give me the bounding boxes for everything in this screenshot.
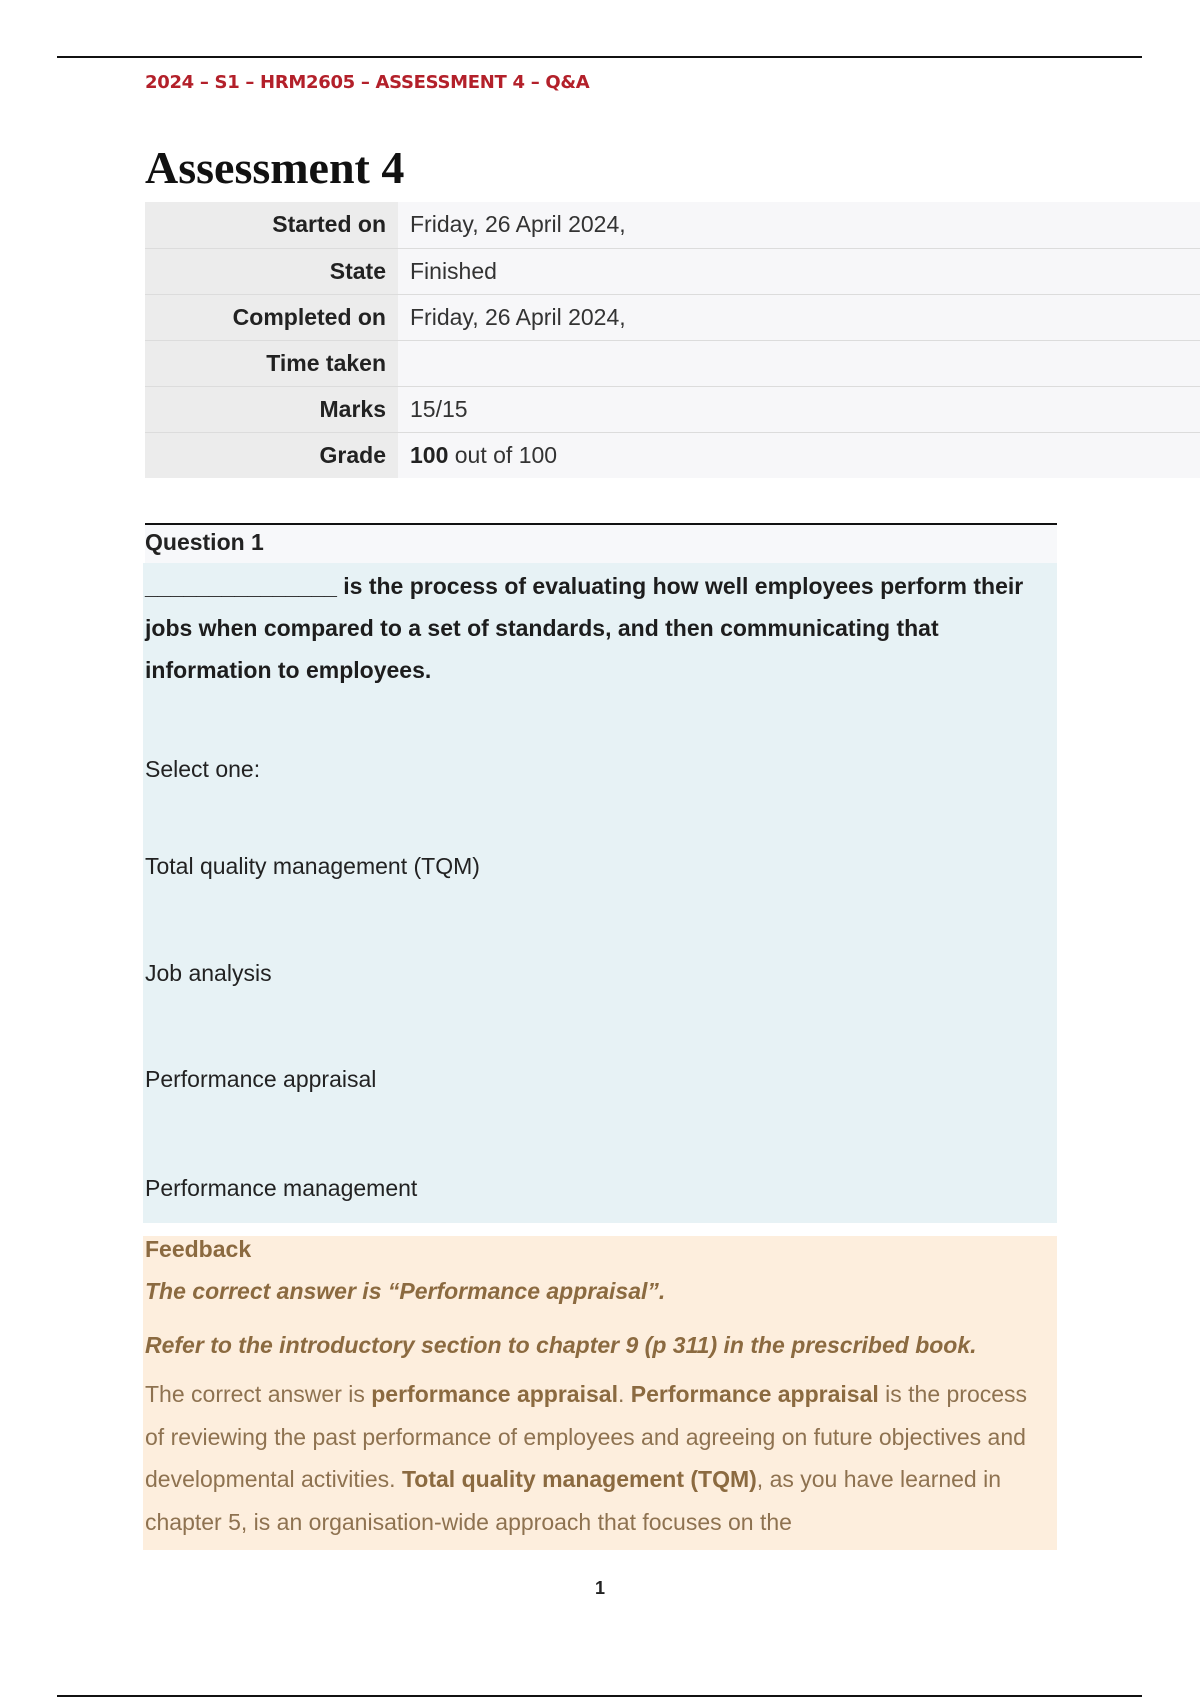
summary-label: Grade (145, 432, 398, 478)
grade-out-of: out of 100 (448, 441, 558, 468)
summary-label: State (145, 248, 398, 294)
explanation-emphasis: performance appraisal (371, 1381, 618, 1407)
attempt-summary-table (145, 202, 1200, 478)
feedback-reference: Refer to the introductory section to chapter 9 (p 311) in the prescribed book. (145, 1332, 977, 1358)
question-text: _______________ is the process of evaluating how well employees perform their jobs when compared to a set of standards, and then communicating that information to employees. (145, 573, 1024, 683)
summary-row-state (145, 248, 1200, 294)
feedback-explanation (145, 1373, 1045, 1543)
summary-label: Time taken (145, 340, 398, 386)
explanation-emphasis: Performance appraisal (630, 1381, 879, 1407)
summary-row-grade (145, 432, 1200, 478)
feedback-correct-answer: The correct answer is “Performance appraisal”. (145, 1278, 666, 1304)
question-body (143, 563, 1057, 1223)
summary-label: Started on (145, 202, 398, 248)
summary-value: Friday, 26 April 2024, (398, 202, 1200, 248)
explanation-text: is the process of reviewing the past performance of employees and agreeing on future objectives and developmental activities. (145, 1381, 1028, 1492)
document-header: 2024 – S1 – HRM2605 – ASSESSMENT 4 – Q&A (145, 72, 590, 93)
select-one-prompt: Select one: (145, 756, 261, 782)
summary-value (398, 340, 1200, 386)
answer-option[interactable]: Job analysis (145, 960, 272, 986)
summary-value: Friday, 26 April 2024, (398, 294, 1200, 340)
summary-value: 15/15 (398, 386, 1200, 432)
feedback-title: Feedback (145, 1236, 252, 1262)
summary-row-completed (145, 294, 1200, 340)
top-rule (57, 56, 1142, 58)
question-number: Question 1 (145, 525, 1057, 563)
explanation-text: , as you have learned in chapter 5, is an organisation-wide approach that focuses on the (145, 1466, 1002, 1535)
summary-row-started (145, 202, 1200, 248)
summary-row-time-taken (145, 340, 1200, 386)
bottom-rule (57, 1695, 1142, 1697)
summary-value: Finished (398, 248, 1200, 294)
page-title: Assessment 4 (145, 142, 405, 193)
explanation-text: The correct answer is (145, 1381, 372, 1407)
grade-score: 100 (410, 441, 449, 468)
answer-option[interactable]: Performance management (145, 1175, 418, 1201)
page-number: 1 (594, 1578, 605, 1598)
feedback-panel (143, 1236, 1057, 1550)
summary-label: Completed on (145, 294, 398, 340)
answer-option[interactable]: Performance appraisal (145, 1066, 377, 1092)
summary-value (398, 432, 1200, 478)
summary-row-marks (145, 386, 1200, 432)
question-block (145, 523, 1057, 1223)
summary-label: Marks (145, 386, 398, 432)
explanation-emphasis: Total quality management (TQM) (401, 1466, 757, 1492)
answer-option[interactable]: Total quality management (TQM) (145, 853, 480, 879)
explanation-text: . (617, 1381, 631, 1407)
